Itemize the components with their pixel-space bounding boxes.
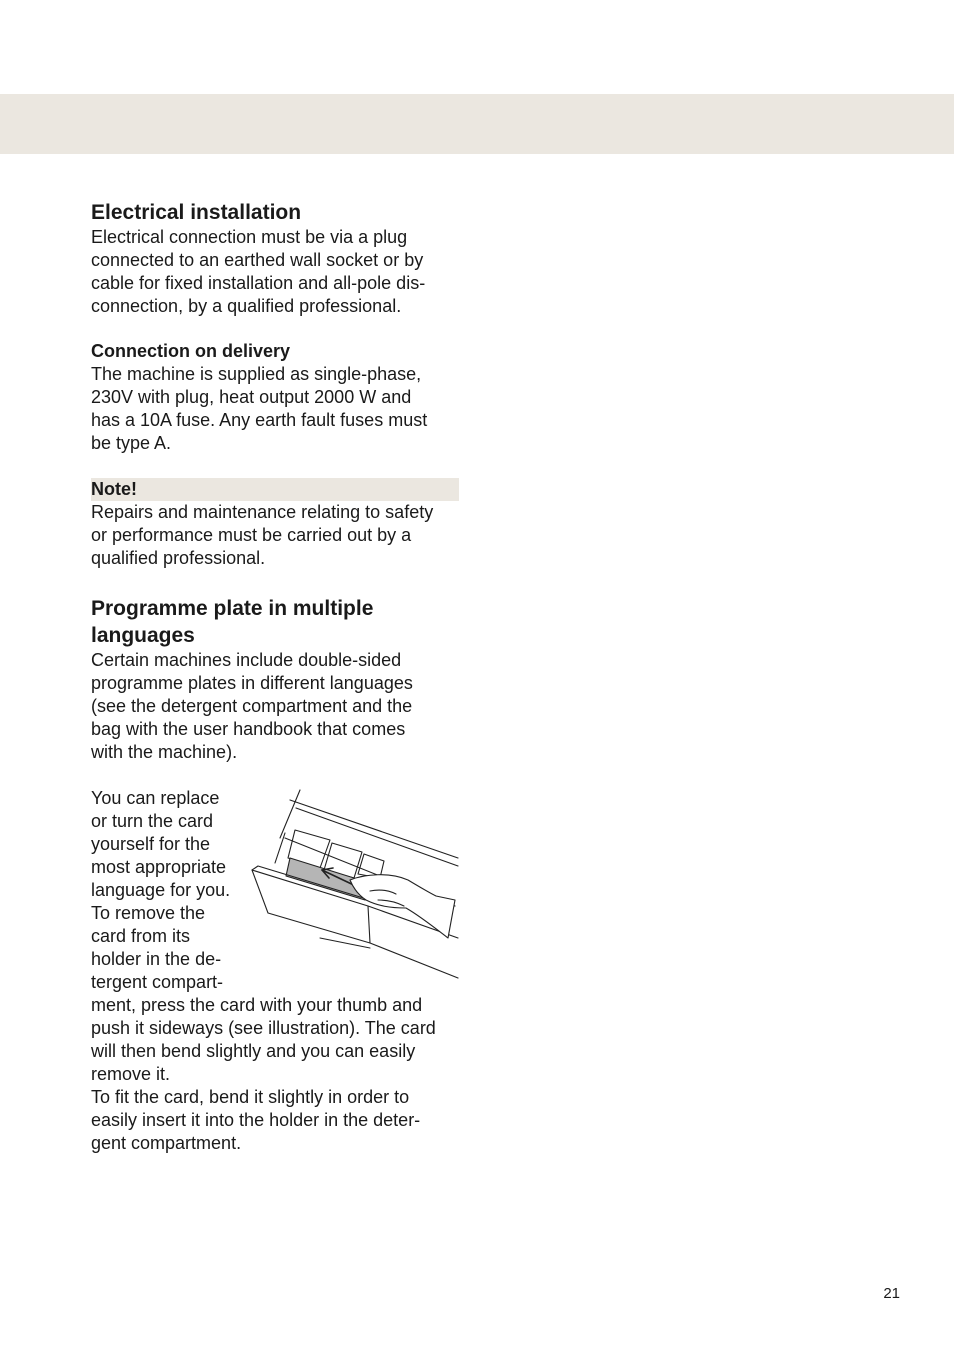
programme-plate-heading-line1: Programme plate in multiple [91,597,374,620]
note-heading: Note! [91,478,459,501]
electrical-section [91,199,461,318]
page-number: 21 [883,1285,900,1302]
wrap-text: You can replace or turn the card yourself for the most appropriate language for you. To remove the card from its holder in the de- tergent compart- [91,788,231,992]
wrap-text-block [91,787,251,994]
connection-body: The machine is supplied as single-phase, 230V with plug, heat output 2000 W and has a 10A fuse. Any earth fault fuses must be type A. [91,364,428,453]
electrical-heading: Electrical installation [91,201,302,224]
electrical-body: Electrical connection must be via a plug connected to an earthed wall socket or by cable for fixed installation and all-pole dis- connection, by a qualified professional. [91,227,426,316]
note-section [91,478,461,570]
programme-plate-section [91,595,461,764]
note-body: Repairs and maintenance relating to safety or performance must be carried out by a qualified professional. [91,502,434,568]
header-band [0,94,954,154]
continued-text: ment, press the card with your thumb and push it sideways (see illustration). The card will then bend slightly and you can easily remove it. To fit the card, bend it slightly in order to easily insert it into the holder in the deter- gent compartment. [91,995,436,1153]
programme-plate-heading-line2: languages [91,624,195,647]
connection-heading: Connection on delivery [91,341,291,361]
connection-section [91,340,461,455]
detergent-drawer-card-illustration [250,788,460,983]
programme-plate-body: Certain machines include double-sided programme plates in different languages (see the detergent compartment and the bag with the user handbook that comes with the machine). [91,650,413,762]
continued-text-block [91,994,461,1155]
